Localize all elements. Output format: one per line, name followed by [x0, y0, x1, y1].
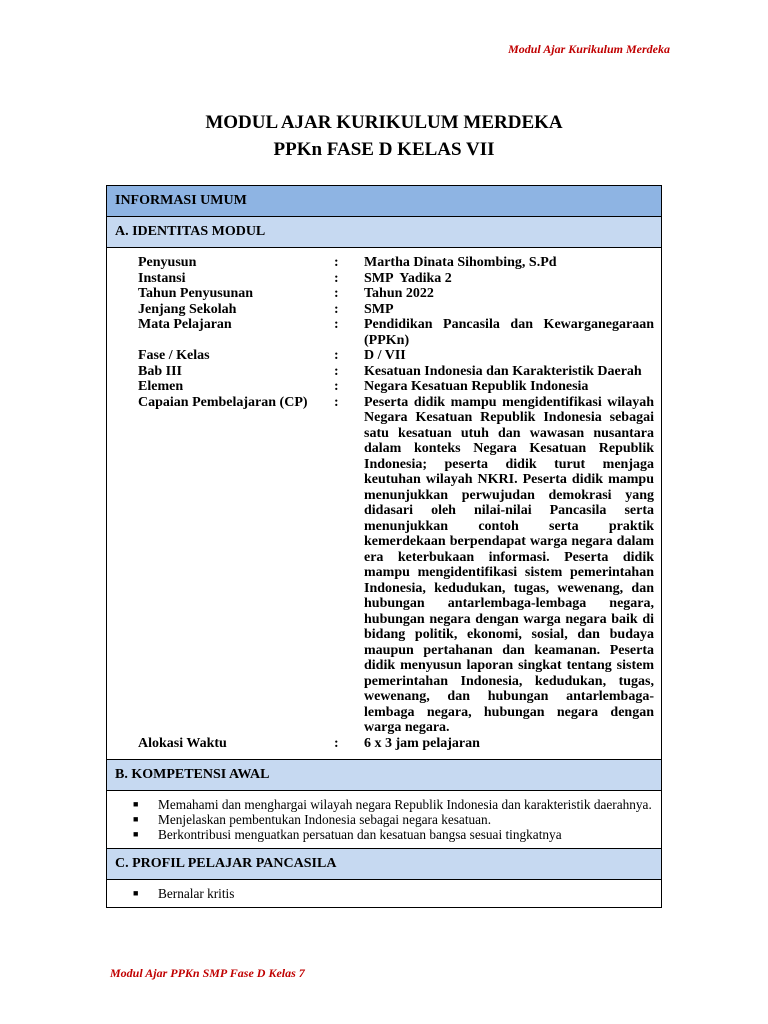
bullet-icon: ■	[133, 888, 139, 898]
separator: :	[334, 301, 339, 317]
profil-pelajar-list	[107, 880, 661, 907]
section-profil-pelajar: C. PROFIL PELAJAR PANCASILA	[107, 849, 661, 880]
value-fase: D / VII	[364, 348, 406, 363]
separator: :	[334, 379, 339, 394]
separator: :	[334, 286, 339, 301]
value-penyusun: Martha Dinata Sihombing, S.Pd	[364, 255, 557, 270]
bullet-icon: ■	[133, 829, 139, 839]
list-item	[133, 827, 653, 842]
label-jenjang: Jenjang Sekolah	[138, 301, 237, 317]
value-bab: Kesatuan Indonesia dan Karakteristik Daerah	[364, 363, 642, 379]
separator: :	[334, 317, 339, 332]
label-fase: Fase / Kelas	[138, 348, 210, 363]
label-tahun: Tahun Penyusunan	[138, 286, 254, 301]
row-penyusun	[138, 255, 653, 271]
section-identitas-modul: A. IDENTITAS MODUL	[107, 217, 661, 248]
value-jenjang: SMP	[364, 301, 394, 317]
label-instansi: Instansi	[138, 270, 186, 286]
value-instansi: SMP Yadika 2	[364, 270, 452, 286]
list-item	[133, 812, 653, 827]
list-item	[133, 797, 653, 812]
separator: :	[334, 735, 339, 751]
list-item-text: Menjelaskan pembentukan Indonesia sebagai negara kesatuan.	[158, 812, 492, 827]
value-elemen: Negara Kesatuan Republik Indonesia	[364, 379, 589, 394]
label-cp: Capaian Pembelajaran (CP)	[138, 394, 308, 410]
kompetensi-awal-list	[107, 791, 661, 849]
row-jenjang	[138, 302, 653, 318]
row-alokasi	[138, 736, 653, 752]
label-alokasi: Alokasi Waktu	[138, 735, 227, 751]
list-item	[133, 886, 653, 901]
footer-note: Modul Ajar PPKn SMP Fase D Kelas 7	[110, 966, 305, 980]
separator: :	[334, 363, 339, 379]
document-subtitle: PPKn FASE D KELAS VII	[273, 139, 495, 160]
section-kompetensi-awal: B. KOMPETENSI AWAL	[107, 760, 661, 791]
bullet-icon: ■	[133, 799, 139, 809]
module-info-table	[106, 185, 662, 908]
value-tahun: Tahun 2022	[364, 286, 434, 301]
row-fase	[138, 348, 653, 364]
separator: :	[334, 270, 339, 286]
row-cp	[138, 395, 653, 736]
row-tahun	[138, 286, 653, 302]
separator: :	[334, 255, 339, 270]
label-elemen: Elemen	[138, 379, 184, 394]
label-penyusun: Penyusun	[138, 255, 197, 270]
header-note: Modul Ajar Kurikulum Merdeka	[508, 42, 670, 56]
row-mapel	[138, 317, 653, 348]
separator: :	[334, 394, 339, 410]
value-cp: Peserta didik mampu mengidentifikasi wilayah Negara Kesatuan Republik Indonesia sebagai satu kesatuan utuh dan wawasan nusantara dalam konteks Negara Kesatuan Republik Indonesia; peserta didik turut menjaga keutuhan wilayah NKRI. Peserta didik mampu menunjukkan perwujudan demokrasi yang didasari oleh nilai-nilai Pancasila serta menunjukkan contoh serta praktik kemerdekaan berpendapat warga negara dalam era keterbukaan informasi. Peserta didik mampu mengidentifikasi sistem pemerintahan Indonesia, kedudukan, tugas, wewenang, dan hubungan antarlembaga-lembaga negara, hubungan negara dengan warga negara baik di bidang politik, ekonomi, sosial, dan budaya maupun pertahanan dan keamanan. Peserta didik menyusun laporan singkat tentang sistem pemerintahan Indonesia, kedudukan, tugas, wewenang, dan hubungan antarlembaga-lembaga negara, hubungan negara dengan warga negara.	[364, 394, 654, 735]
identitas-block	[107, 248, 661, 760]
value-mapel: Pendidikan Pancasila dan Kewarganegaraan (PPKn)	[364, 317, 654, 348]
list-item-text: Bernalar kritis	[158, 886, 235, 901]
row-instansi	[138, 271, 653, 287]
section-informasi-umum: INFORMASI UMUM	[107, 186, 661, 217]
label-mapel: Mata Pelajaran	[138, 317, 232, 332]
row-elemen	[138, 379, 653, 395]
label-bab: Bab III	[138, 363, 182, 379]
document-title: MODUL AJAR KURIKULUM MERDEKA	[205, 112, 563, 133]
value-alokasi: 6 x 3 jam pelajaran	[364, 735, 480, 751]
bullet-icon: ■	[133, 814, 139, 824]
list-item-text: Memahami dan menghargai wilayah negara Republik Indonesia dan karakteristik daerahnya.	[158, 797, 652, 812]
row-bab	[138, 364, 653, 380]
list-item-text: Berkontribusi menguatkan persatuan dan kesatuan bangsa sesuai tingkatnya	[158, 827, 562, 842]
separator: :	[334, 348, 339, 363]
